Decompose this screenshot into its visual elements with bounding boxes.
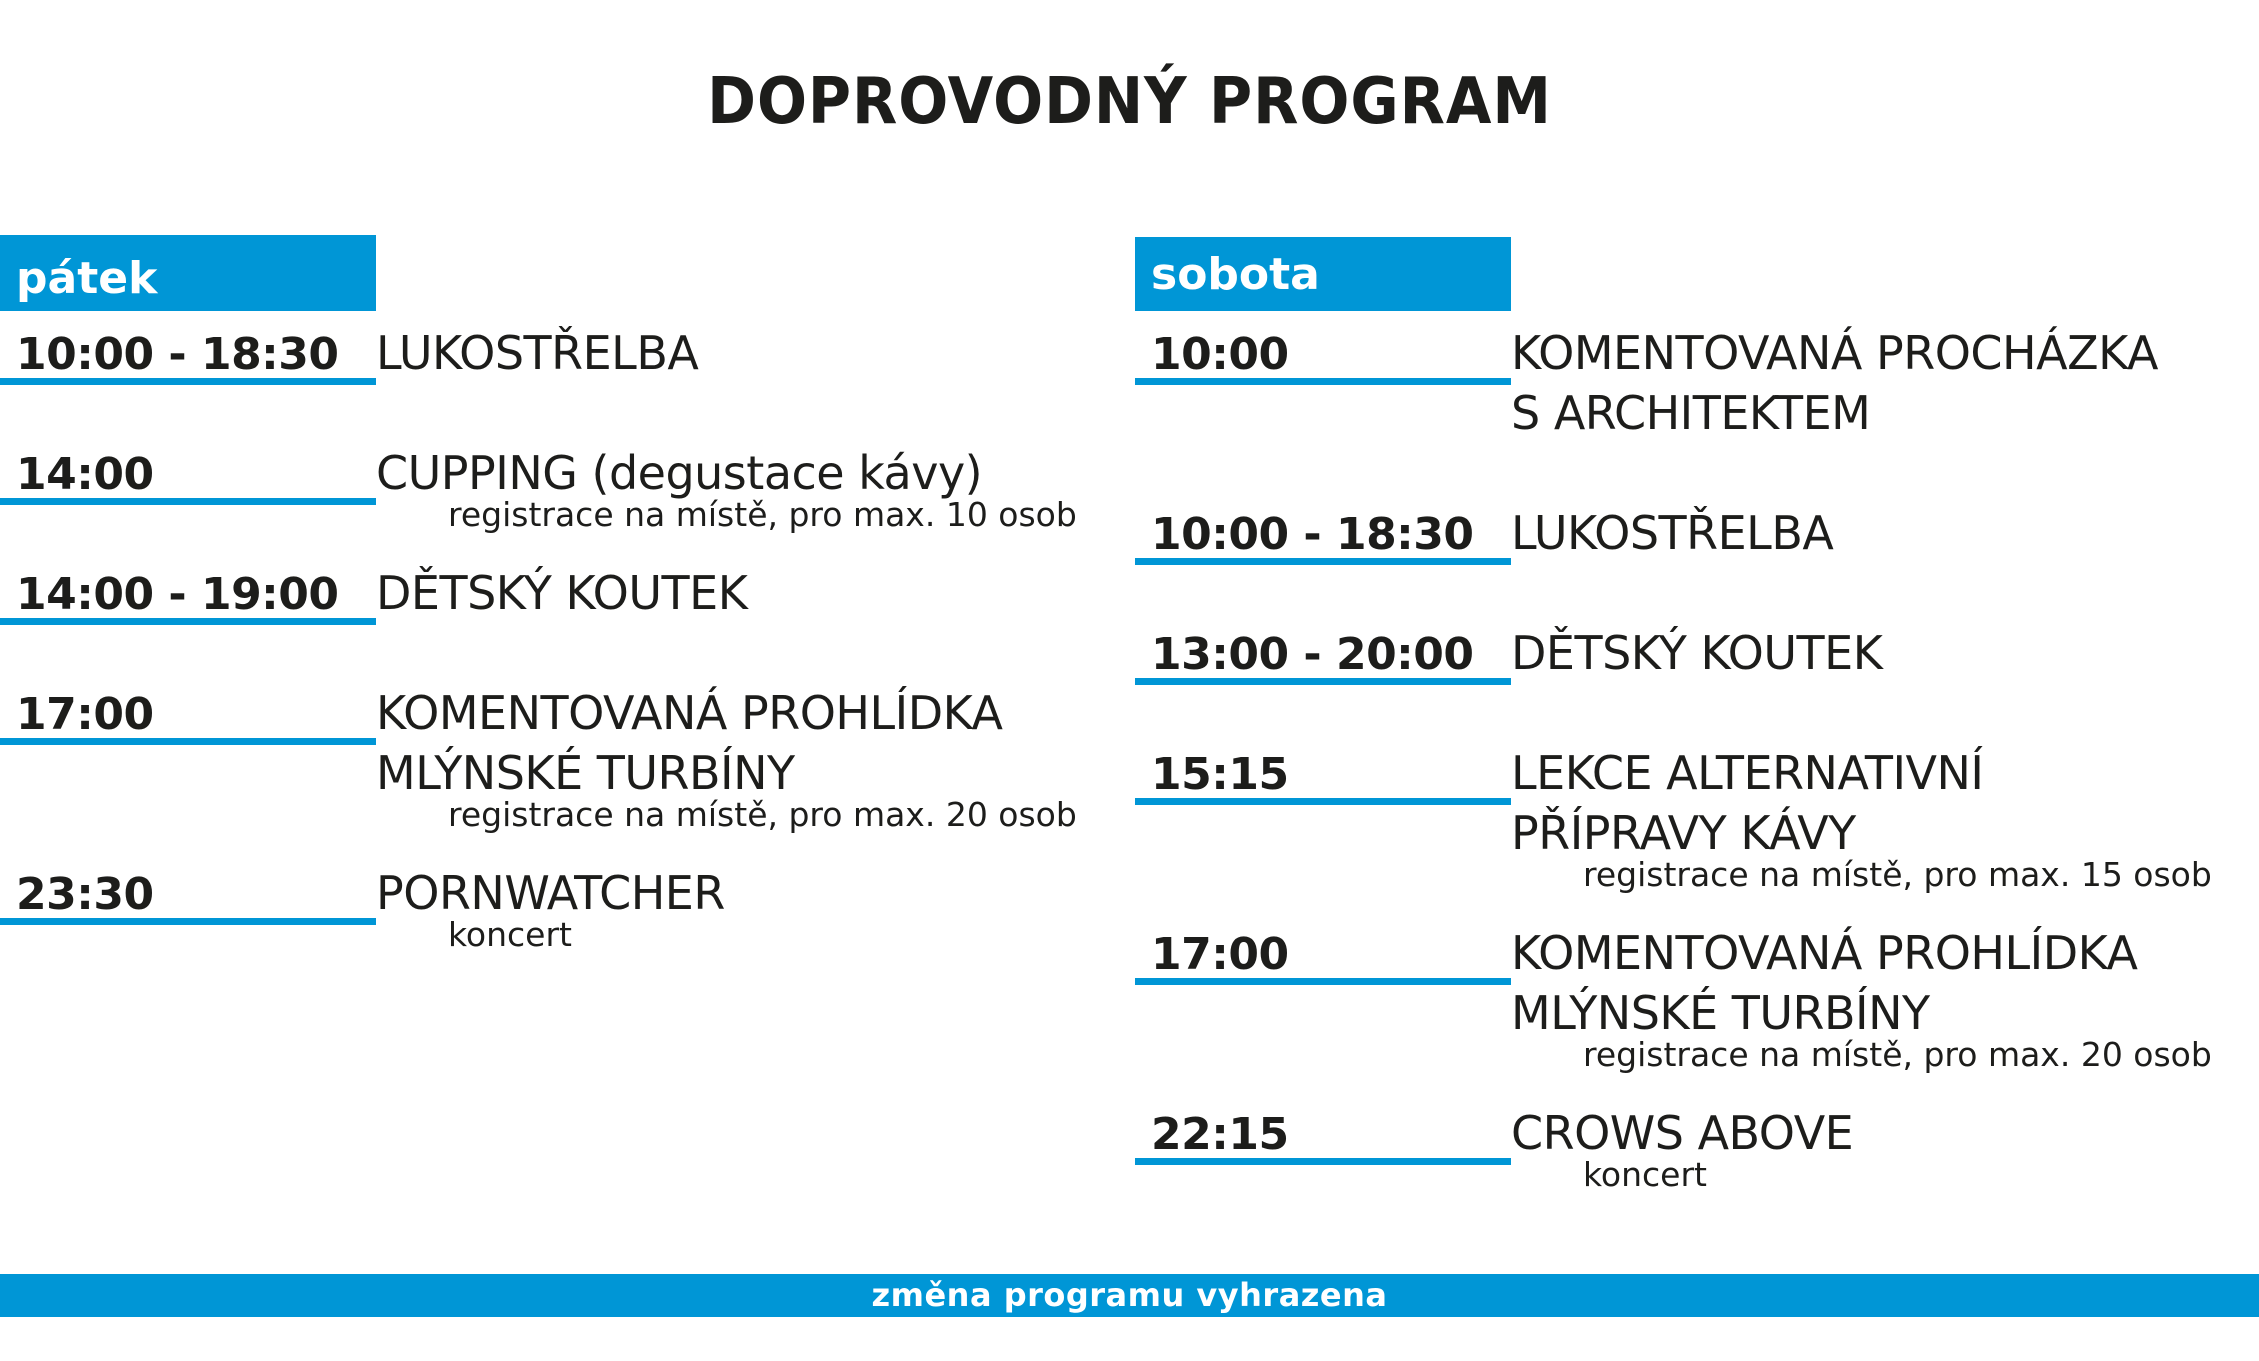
event-note: registrace na místě, pro max. 10 osob xyxy=(448,495,1077,534)
event-info xyxy=(1511,923,2212,1073)
event-info xyxy=(376,323,698,383)
day-header: sobota xyxy=(1135,237,1511,311)
event-title: LUKOSTŘELBA xyxy=(376,326,699,380)
event-title: DĚTSKÝ KOUTEK xyxy=(1511,626,1883,680)
event-info xyxy=(1511,1103,1853,1193)
event-time: 10:00 - 18:30 xyxy=(0,325,376,385)
event-info xyxy=(376,563,747,623)
event-note: registrace na místě, pro max. 20 osob xyxy=(448,795,1077,834)
event-time: 23:30 xyxy=(0,865,376,925)
event-info xyxy=(376,863,725,953)
event-info xyxy=(1511,743,2212,893)
event-time: 17:00 xyxy=(1135,925,1511,985)
day-header: pátek xyxy=(0,235,376,311)
event-title: LEKCE ALTERNATIVNÍ xyxy=(1511,746,1984,800)
event-note: registrace na místě, pro max. 20 osob xyxy=(1583,1035,2212,1074)
event-info xyxy=(376,443,1077,533)
event-time: 14:00 xyxy=(0,445,376,505)
event-title-line-2: MLÝNSKÉ TURBÍNY xyxy=(376,746,795,800)
event-title: LUKOSTŘELBA xyxy=(1511,506,1834,560)
event-title-line-2: MLÝNSKÉ TURBÍNY xyxy=(1511,986,1930,1040)
event-info xyxy=(1511,623,1882,683)
event-title-line-2: S ARCHITEKTEM xyxy=(1511,386,1871,440)
event-title-line-2: PŘÍPRAVY KÁVY xyxy=(1511,806,1856,860)
event-time: 22:15 xyxy=(1135,1105,1511,1165)
event-time: 10:00 - 18:30 xyxy=(1135,505,1511,565)
footer-notice: změna programu vyhrazena xyxy=(0,1274,2259,1317)
event-title: KOMENTOVANÁ PROHLÍDKA xyxy=(1511,926,2138,980)
event-info xyxy=(376,683,1077,833)
event-time: 14:00 - 19:00 xyxy=(0,565,376,625)
page-title: DOPROVODNÝ PROGRAM xyxy=(707,65,1552,139)
event-time: 10:00 xyxy=(1135,325,1511,385)
event-title: CROWS ABOVE xyxy=(1511,1106,1854,1160)
event-note: koncert xyxy=(448,915,572,954)
event-time: 15:15 xyxy=(1135,745,1511,805)
event-note: koncert xyxy=(1583,1155,1707,1194)
event-time: 13:00 - 20:00 xyxy=(1135,625,1511,685)
event-info xyxy=(1511,323,2158,443)
event-title: KOMENTOVANÁ PROCHÁZKA xyxy=(1511,326,2158,380)
event-note: registrace na místě, pro max. 15 osob xyxy=(1583,855,2212,894)
event-title: PORNWATCHER xyxy=(376,866,725,920)
event-title: CUPPING (degustace kávy) xyxy=(376,446,983,500)
event-info xyxy=(1511,503,1833,563)
event-title: KOMENTOVANÁ PROHLÍDKA xyxy=(376,686,1003,740)
event-title: DĚTSKÝ KOUTEK xyxy=(376,566,748,620)
event-time: 17:00 xyxy=(0,685,376,745)
